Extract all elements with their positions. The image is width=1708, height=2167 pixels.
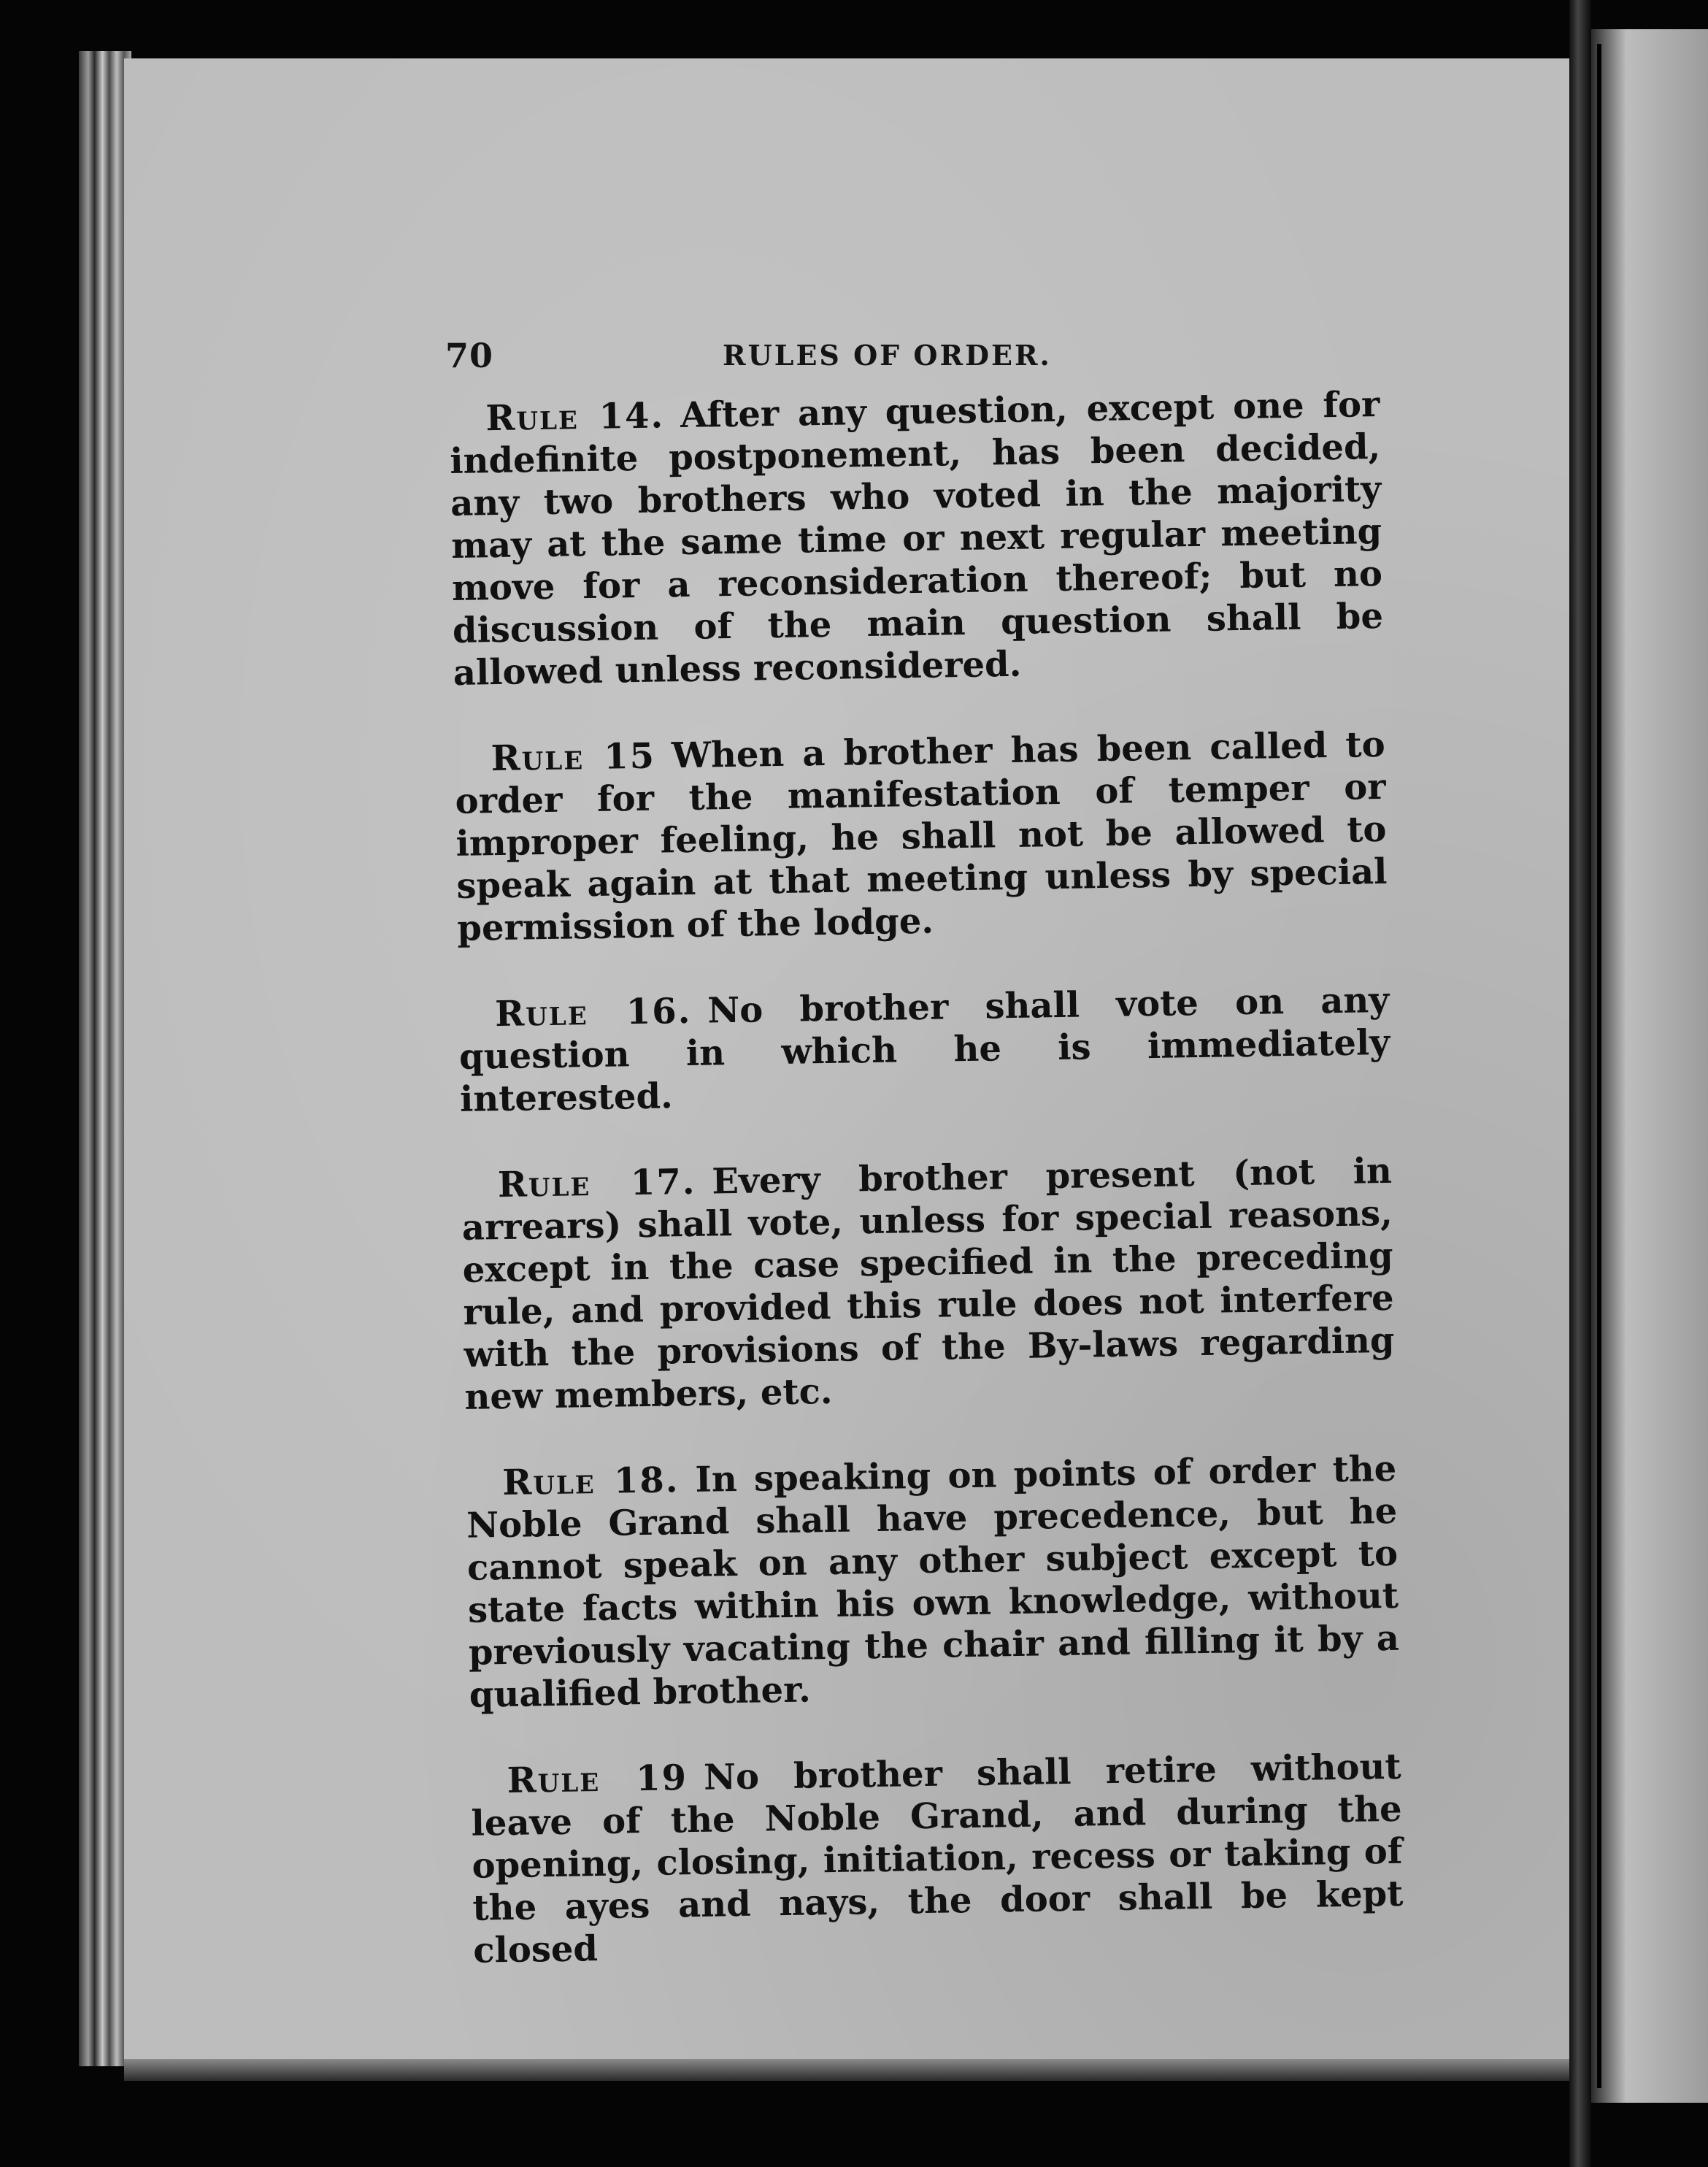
rule-text: After any question, except one for indefinite postponement, has been decided, any two brothers who voted in the majority may at the same time or next regular meeting move for a reconsideration thereof; but no discussion of the main question shall be allowed unless reconsidered. xyxy=(449,383,1384,694)
rule-text: When a brother has been called to order for the manifestation of temper or improper feeling, he shall not be allowed to speak again at that meeting unless by special permission of the lodge. xyxy=(455,724,1388,949)
rule-18 xyxy=(466,1448,1400,1717)
rule-16 xyxy=(458,979,1391,1121)
rules-text-block xyxy=(449,383,1405,2016)
rule-19 xyxy=(470,1746,1404,1972)
rule-text: Every brother present (not in arrears) shall vote, unless for special reasons, except in the case specified in the preceding rule, and provided this rule does not interfere with the provisions of the By-laws regarding new members, etc. xyxy=(461,1150,1395,1418)
rule-17 xyxy=(461,1150,1395,1419)
rule-label: Rule 14. xyxy=(485,395,665,440)
rule-label: Rule 19 xyxy=(507,1757,688,1801)
rule-text: No brother shall vote on any question in which he is immediately interested. xyxy=(458,979,1390,1120)
running-title: RULES OF ORDER. xyxy=(723,339,1052,372)
rule-label: Rule 18. xyxy=(501,1460,680,1504)
running-head xyxy=(445,336,1394,380)
rule-text: In speaking on points of order the Noble Grand shall have precedence, but he cannot speak on any other subject except to state facts within his own knowledge, without previously vacating the chair and filling it by a qualified brother. xyxy=(466,1448,1400,1716)
rule-text: No brother shall retire without leave of the Noble Grand, and during the opening, closing, initiation, recess or taking of the ayes and nays, the door shall be kept closed xyxy=(471,1746,1404,1971)
facing-page-divider xyxy=(1597,44,1601,2088)
rule-15 xyxy=(454,724,1388,950)
rule-label: Rule 15 xyxy=(491,735,656,780)
page-number: 70 xyxy=(445,336,494,375)
rule-label: Rule 17. xyxy=(497,1161,696,1206)
page-bottom-edge xyxy=(124,2059,1577,2081)
rule-label: Rule 16. xyxy=(494,990,692,1035)
rule-14 xyxy=(449,383,1384,694)
facing-page-edge xyxy=(1591,29,1708,2103)
book-binding-gutter xyxy=(1569,0,1591,2167)
